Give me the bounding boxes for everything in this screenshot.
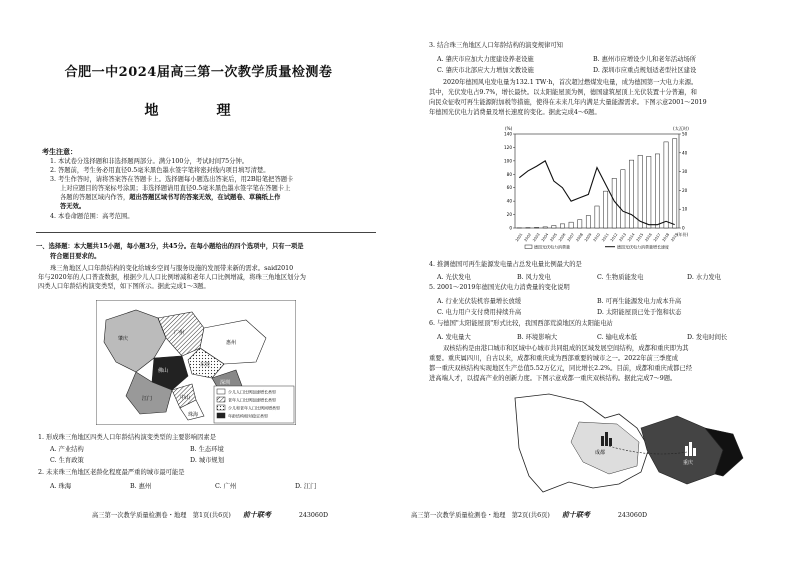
city-label-shenzhen: 深圳 [220, 380, 231, 386]
bar [586, 216, 590, 228]
passage2-line-3: 向民众征收可再生能源附加税等措施，使得在未来几年内满足大量能源需求。下图示意2001～2019 [429, 99, 707, 106]
q6-option-a[interactable]: A. 发电量大 [437, 334, 471, 341]
right-tick-label: 0 [682, 225, 685, 231]
x-axis-label: (年份) [677, 232, 689, 237]
footer-left-code: 243060D [298, 512, 328, 519]
footer-left [92, 510, 328, 520]
bar [578, 220, 582, 228]
bar [647, 156, 651, 228]
note-3d: 答无效。 [60, 203, 86, 210]
q2-stem: 2. 未来珠三角地区老龄化程度最严重的城市最可能是 [38, 469, 185, 476]
bar [569, 222, 573, 228]
label-chengdu: 成都 [595, 450, 606, 456]
q2-option-c[interactable]: C. 广州 [215, 483, 237, 490]
footer-right [411, 510, 647, 520]
x-tick-label: 2010 [592, 232, 602, 243]
passage2-line-4: 年德国光伏电力消费量及增长速度的变化。据此完成4～6题。 [429, 109, 601, 116]
q6-option-c[interactable]: C. 输电成本低 [597, 334, 638, 341]
section1-intro-1: 珠三角地区人口年龄结构的变化给城乡空间与服务设施的发展带来新的需求。said2010 [50, 265, 294, 272]
q4-stem: 4. 推测德国可再生能源发电量占总发电量比例最大的是 [429, 261, 582, 268]
city-label-foshan: 佛山 [158, 368, 169, 374]
bar [552, 226, 556, 228]
section1-heading-2: 符合题目要求的。 [50, 253, 101, 260]
left-tick-label: 20 [506, 212, 512, 218]
x-tick-label: 2014 [627, 232, 636, 243]
city-label-zhuhai: 珠海 [188, 412, 199, 418]
city-label-guangzhou: 广州 [174, 330, 185, 336]
q3-stem: 3. 结合珠三角地区人口年龄结构的演变规律可知 [429, 42, 563, 49]
section1-intro-3: 四类人口年龄结构演变类型，如下图所示。据此完成1～3题。 [38, 283, 210, 290]
x-tick-label: 2008 [575, 232, 584, 243]
bar [534, 227, 538, 228]
x-tick-label: 2007 [566, 232, 576, 243]
passage3-line-3: 都一重庆双核结构实现地区生产总值5.52万亿元，同比增长2.2%。目前，成都和重庆成都已经 [429, 365, 693, 372]
legend-label-4: 年龄结构相对稳定类型 [228, 413, 268, 419]
left-tick-label: 40 [506, 198, 512, 204]
note-2: 2. 答题前，考生务必用直径0.5毫米黑色墨水签字笔将密封线内项目填写清楚。 [50, 167, 270, 174]
x-tick-label: 2016 [644, 232, 653, 243]
left-tick-label: 120 [504, 144, 512, 150]
bar [673, 139, 677, 228]
passage2-line-2: 其中，光伏发电占9.7%，增长最快。以太阳能屋顶为例，德国建筑屋顶上光伏装置十分普遍，和 [429, 89, 697, 96]
x-tick-label: 2013 [618, 232, 627, 243]
footer-right-logo: 前十联考 [561, 510, 590, 519]
right-axis-label: (太瓦时) [673, 126, 689, 131]
legend-label-3: 少儿和老年人口比例同增类型 [228, 405, 280, 411]
footer-right-code: 243060D [617, 512, 647, 519]
q6-option-b[interactable]: B. 环境影响大 [517, 334, 558, 341]
x-tick-label: 2006 [558, 232, 567, 243]
notes-heading: 考生注意： [42, 147, 77, 156]
pv-consumption-chart [493, 120, 703, 258]
legend-line-label: 德国光伏电力消费量增长速度 [617, 244, 669, 250]
note-4: 4. 本卷命题范围：高考范围。 [50, 213, 134, 220]
q4-option-d[interactable]: D. 水力发电 [687, 274, 722, 281]
right-tick-label: 20 [682, 187, 688, 193]
right-tick-label: 30 [682, 169, 688, 175]
city-label-dongguan: 东莞 [200, 362, 211, 368]
legend-swatch-4 [217, 413, 225, 418]
x-tick-label: 2005 [549, 232, 558, 243]
passage3-line-4: 进高端人才，以提高产业的创新力度。下图示意成都一重庆双核结构。据此完成7～9题。 [429, 375, 677, 382]
q5-stem: 5. 2001～2019年德国光伏电力消费量的变化说明 [429, 284, 570, 291]
legend-label-1: 少儿人口比例加速增长类型 [228, 389, 276, 395]
chengdu-chongqing-map [509, 388, 749, 498]
bar [603, 191, 607, 228]
x-tick-label: 2015 [635, 232, 645, 243]
exam-subject: 地 理 [144, 103, 253, 119]
x-tick-label: 2012 [609, 232, 619, 243]
label-chongqing: 重庆 [683, 460, 694, 466]
x-tick-label: 2009 [583, 232, 593, 243]
right-tick-label: 10 [682, 206, 688, 212]
left-tick-label: 60 [506, 185, 512, 191]
q4-option-b[interactable]: B. 风力发电 [517, 274, 551, 281]
q6-option-d[interactable]: D. 发电时间长 [687, 334, 728, 341]
x-tick-label: 2004 [540, 232, 550, 243]
legend-swatch-1 [217, 389, 225, 394]
left-tick-label: 140 [504, 131, 512, 137]
legend-bar-label: 德国光伏电力消费量 [534, 244, 570, 250]
right-tick-label: 50 [682, 131, 688, 137]
q1-option-b[interactable]: B. 生态环境 [190, 446, 224, 453]
section1-intro-2: 年与2020年的人口普查数据，根据少儿人口比例增减和老年人口比例增减，将珠三角地区划分为 [38, 274, 306, 281]
q3-option-c[interactable]: C. 肇庆市北部应大力增加文教设施 [437, 67, 534, 74]
bar [664, 142, 668, 228]
x-tick-label: 2002 [523, 232, 533, 243]
q4-option-c[interactable]: C. 生物质能发电 [597, 274, 644, 281]
q2-option-a[interactable]: A. 珠海 [50, 483, 72, 490]
pearl-river-delta-map [96, 300, 296, 425]
passage3-line-1: 双核结构是由港口城市和区域中心城市共同组成的区域发展空间结构，成都和重庆即为其 [443, 345, 689, 352]
q5-option-d[interactable]: D. 太阳能屋顶已处于饱和状态 [597, 309, 682, 316]
q1-option-a[interactable]: A. 产业结构 [50, 446, 84, 453]
map-legend [214, 386, 294, 423]
q5-option-c[interactable]: C. 电力用户支付费用持续升高 [437, 309, 522, 316]
note-3c [60, 194, 280, 203]
legend-swatch-3 [217, 405, 225, 410]
legend-label-2: 老年人口比例加速增长类型 [228, 397, 276, 403]
city-label-jiangmen: 江门 [142, 396, 153, 402]
x-tick-label: 2017 [652, 232, 662, 243]
city-label-zhaoqing: 肇庆 [118, 336, 129, 342]
q1-stem: 1. 形成珠三角地区四类人口年龄结构演变类型的主要影响因素是 [38, 434, 217, 441]
bar [655, 154, 659, 228]
q1-option-d[interactable]: D. 城市规划 [190, 457, 225, 464]
q3-option-d[interactable]: D. 深圳市应重点规划适老型社区建设 [593, 67, 697, 74]
section-divider [36, 232, 376, 233]
x-tick-label: 2001 [514, 232, 524, 243]
section1-heading: 一、选择题：本大题共15小题，每小题3分，共45分。在每小题给出的四个选项中，只有一项是 [36, 243, 304, 250]
note-3c-a: 各题的答题区域内作答， [60, 194, 130, 201]
chongqing-region [641, 416, 723, 484]
left-tick-label: 80 [506, 171, 512, 177]
q2-option-d[interactable]: D. 江门 [295, 483, 317, 490]
bar [621, 170, 625, 228]
note-1: 1. 本试卷分选择题和非选择题两部分。满分100分，考试时间75分钟。 [50, 158, 249, 165]
exam-title: 合肥一中2024届高三第一次教学质量检测卷 [64, 65, 333, 80]
passage2-line-1: 2020年德国风电发电量为132.1 TW·h，首次超过燃煤发电量，成为德国第一大电力来源。 [443, 79, 698, 86]
right-page [397, 0, 794, 561]
q5-option-a[interactable]: A. 行业光伏装机容量增长放缓 [437, 298, 522, 305]
passage3-line-2: 重要。重庆属四川，自古以来，成都和重庆成为西部重要的城市之一。2022年前三季度成 [429, 355, 679, 362]
chart-text [504, 125, 689, 250]
q5-option-b[interactable]: B. 可再生能源发电力成本升高 [597, 298, 682, 305]
q6-stem: 6. 与德国"太阳能屋顶"形式比较，我国西部荒漠地区的太阳能电站 [429, 320, 613, 327]
q3-option-b[interactable]: B. 惠州市应增设少儿和老年活动场所 [593, 56, 697, 63]
footer-right-text: 高三第一次教学质量检测卷・地理 第2页(共6页) [411, 512, 550, 519]
bar [560, 224, 564, 228]
legend-swatch-2 [217, 397, 225, 402]
q2-option-b[interactable]: B. 惠州 [130, 483, 152, 490]
city-label-zhongshan: 中山 [180, 395, 191, 401]
bar [543, 227, 547, 228]
bar [595, 206, 599, 228]
x-tick-label: 2019 [670, 232, 679, 243]
footer-left-logo: 前十联考 [242, 510, 271, 519]
bar [638, 155, 642, 228]
left-axis-label: (%) [505, 126, 513, 131]
note-3c-b: 超出答题区域书写的答案无效，在试题卷、草稿纸上作 [129, 194, 281, 201]
q4-option-a[interactable]: A. 光伏发电 [437, 274, 471, 281]
legend-bar-swatch [525, 245, 532, 249]
note-3b: 上对应题目的答案标号涂黑；非选择题请用直径0.5毫米黑色墨水签字笔在答题卡上 [60, 185, 291, 192]
q1-option-c[interactable]: C. 生育政策 [50, 457, 84, 464]
chart-bars [517, 139, 677, 228]
right-tick-label: 40 [682, 150, 688, 156]
footer-left-text: 高三第一次教学质量检测卷・地理 第1页(共6页) [92, 512, 231, 519]
city-label-huizhou: 惠州 [226, 340, 237, 346]
x-tick-label: 2018 [661, 232, 671, 243]
note-3: 3. 考生作答时，请将答案答在答题卡上。选择题每小题选出答案后，用2B铅笔把答题卡 [50, 176, 294, 183]
left-tick-label: 100 [504, 158, 512, 164]
left-tick-label: 0 [509, 225, 512, 231]
x-tick-label: 2003 [532, 232, 541, 243]
x-tick-label: 2011 [601, 232, 610, 243]
bar [629, 160, 633, 228]
q3-option-a[interactable]: A. 肇庆市应加大力度建设养老设施 [437, 56, 534, 63]
